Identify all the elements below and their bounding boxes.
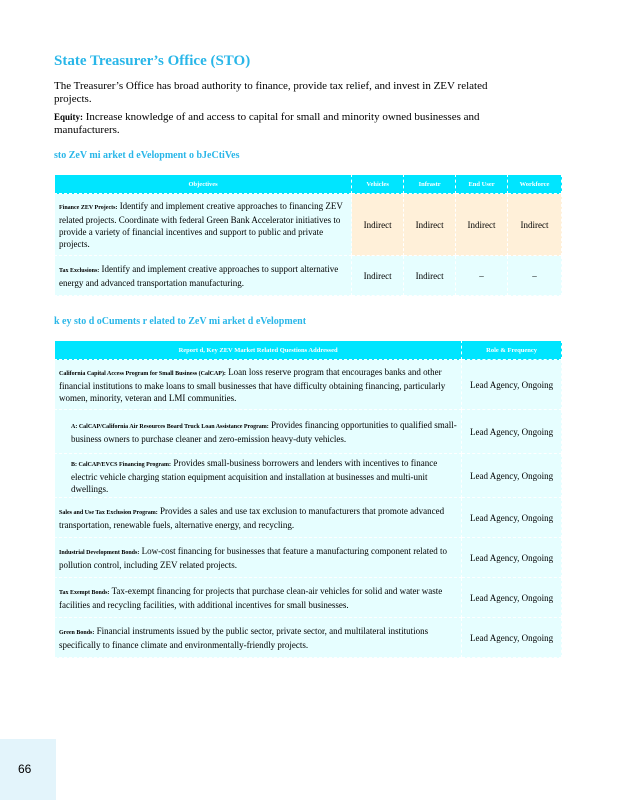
table-row [55, 498, 562, 538]
document-text: Provides a sales and use tax exclusion to manufacturers that promote advanced transportation, renewable fuels, alternative energy, and recycling. [59, 505, 445, 530]
document-label: Tax Exempt Bonds: [59, 589, 110, 596]
section-heading-documents: k ey sto d oCuments r elated to ZeV mi arket d eVelopment [54, 316, 307, 327]
header-objectives: Objectives [55, 175, 352, 194]
header-end-user: End User [456, 175, 508, 194]
document-text: Provides small-business borrowers and lenders with incentives to finance electric vehicle charging station equipment acquisition and installation at businesses and multi-unit dwellings. [71, 457, 438, 494]
objectives-header-row [55, 175, 562, 194]
table-row [55, 538, 562, 578]
objective-text: Identify and implement creative approaches to support alternative energy and advanced transportation manufacturing. [59, 263, 339, 288]
document-text: Low-cost financing for businesses that feature a manufacturing component related to pollution control, including ZEV related projects. [59, 545, 447, 570]
document-description [55, 498, 462, 538]
equity-label: Equity: [54, 112, 84, 122]
section-heading-objectives: sto ZeV mi arket d eVelopment o bJeCtiVes [54, 150, 240, 161]
objective-label: Tax Exclusions: [59, 267, 100, 274]
document-label: A: CalCAP/California Air Resources Board Truck Loan Assistance Program: [71, 423, 269, 430]
role-frequency: Lead Agency, Ongoing [462, 360, 562, 410]
document-description [55, 454, 462, 498]
table-row [55, 256, 562, 296]
role-frequency: Lead Agency, Ongoing [462, 618, 562, 658]
document-text: Tax-exempt financing for projects that purchase clean-air vehicles for solid and water waste facilities and recycling facilities, with additional incentives for small businesses. [59, 585, 443, 610]
document-description [55, 410, 462, 454]
infrastructure-value: Indirect [404, 194, 456, 256]
document-label: Industrial Development Bonds: [59, 549, 140, 556]
intro-paragraph: The Treasurer’s Office has broad authority to finance, provide tax relief, and invest in ZEV related projects. [54, 80, 488, 105]
table-row [55, 454, 562, 498]
role-frequency: Lead Agency, Ongoing [462, 538, 562, 578]
equity-text: Increase knowledge of and access to capital for small and minority owned businesses and manufacturers. [54, 111, 480, 136]
workforce-value: – [508, 256, 562, 296]
header-report: Report d, Key ZEV Market Related Questions Addressed [55, 341, 462, 360]
page-number: 66 [18, 762, 32, 776]
table-row [55, 194, 562, 256]
document-description [55, 538, 462, 578]
header-role-frequency: Role & Frequency [462, 341, 562, 360]
table-row [55, 410, 562, 454]
header-vehicles: Vehicles [352, 175, 404, 194]
document-label: California Capital Access Program for Small Business (CalCAP): [59, 370, 226, 377]
objectives-table [54, 174, 562, 296]
document-text: Loan loss reserve program that encourages banks and other financial institutions to make loans to small businesses that have difficulty obtaining financing, particularly women, minority, veteran and LMI communities. [59, 366, 446, 403]
table-row [55, 618, 562, 658]
objective-label: Finance ZEV Projects: [59, 204, 118, 211]
documents-header-row [55, 341, 562, 360]
header-infrastructure: Infrastr [404, 175, 456, 194]
documents-table [54, 340, 562, 658]
document-text: Provides financing opportunities to qualified small-business owners to purchase cleaner and zero-emission heavy-duty vehicles. [71, 419, 457, 444]
document-label: Green Bonds: [59, 629, 95, 636]
table-row [55, 360, 562, 410]
document-label: Sales and Use Tax Exclusion Program: [59, 509, 158, 516]
objective-description [55, 256, 352, 296]
header-workforce: Workforce [508, 175, 562, 194]
document-description [55, 360, 462, 410]
document-text: Financial instruments issued by the public sector, private sector, and multilateral institutions specifically to finance climate and environmentally-friendly projects. [59, 625, 429, 650]
role-frequency: Lead Agency, Ongoing [462, 498, 562, 538]
table-row [55, 578, 562, 618]
end-user-value: – [456, 256, 508, 296]
document-description [55, 618, 462, 658]
vehicles-value: Indirect [352, 256, 404, 296]
workforce-value: Indirect [508, 194, 562, 256]
equity-paragraph [54, 111, 504, 137]
objective-description [55, 194, 352, 256]
role-frequency: Lead Agency, Ongoing [462, 410, 562, 454]
document-label: B: CalCAP/EVCS Financing Program: [71, 461, 172, 468]
page-title: State Treasurer’s Office (STO) [54, 53, 251, 69]
document-description [55, 578, 462, 618]
objective-text: Identify and implement creative approaches to financing ZEV related projects. Coordinate with federal Green Bank Accelerator initiatives to provide a variety of financial incentives and support to public and private projects. [59, 200, 343, 249]
role-frequency: Lead Agency, Ongoing [462, 454, 562, 498]
vehicles-value: Indirect [352, 194, 404, 256]
end-user-value: Indirect [456, 194, 508, 256]
infrastructure-value: Indirect [404, 256, 456, 296]
role-frequency: Lead Agency, Ongoing [462, 578, 562, 618]
